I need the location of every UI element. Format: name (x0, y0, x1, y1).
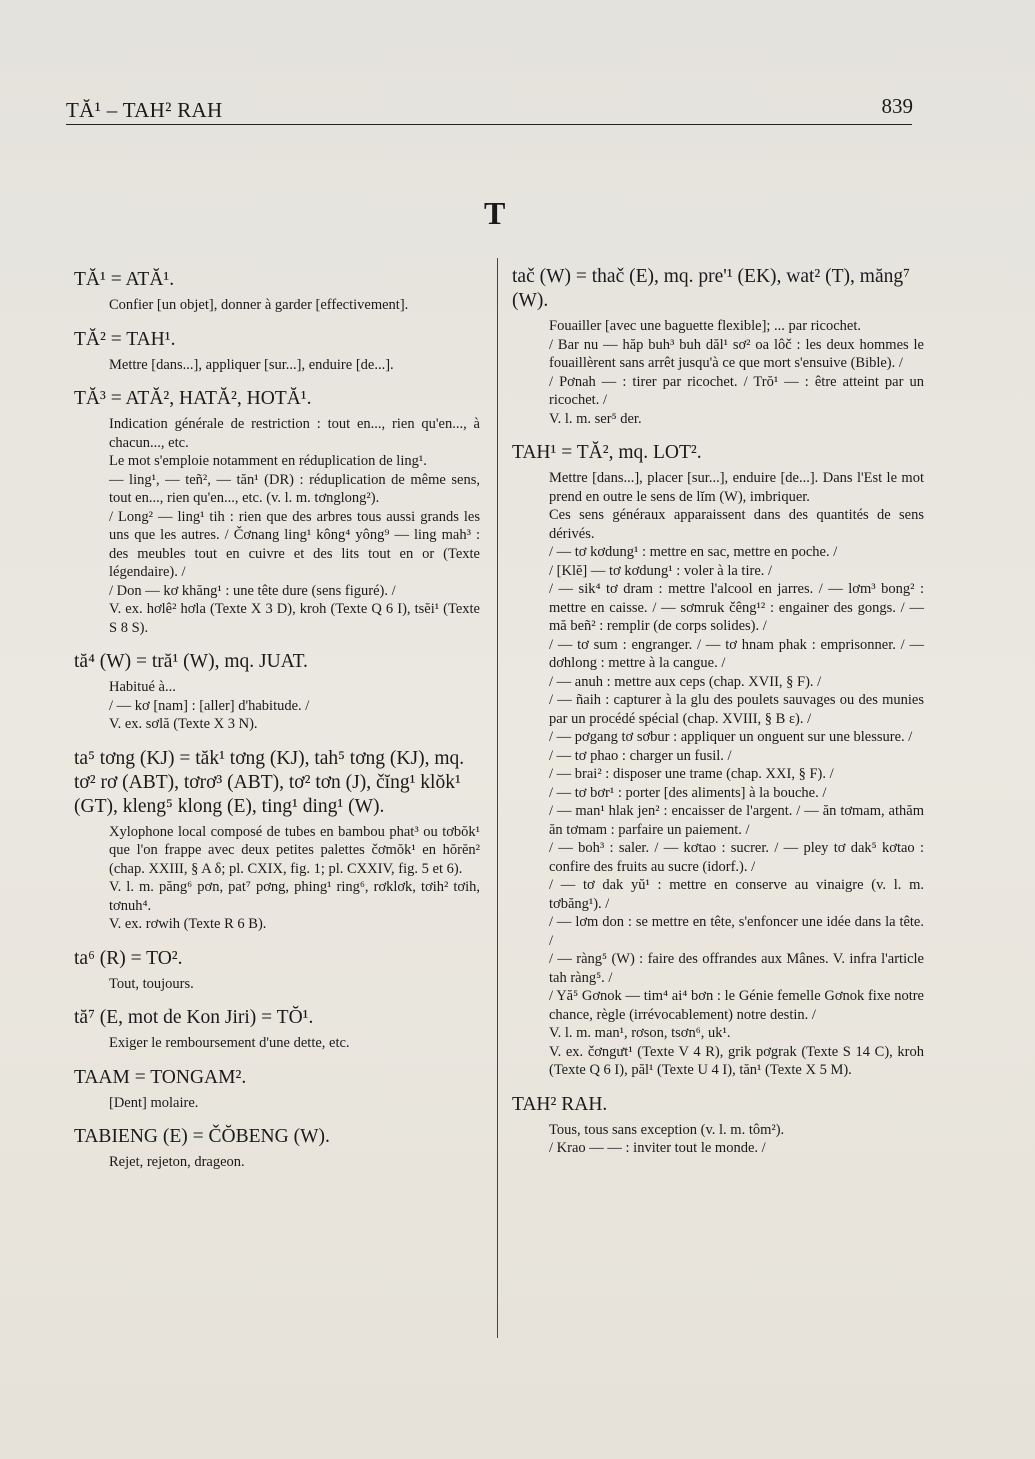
entry-definition (74, 296, 480, 315)
definition-line: Tout, toujours. (109, 975, 194, 992)
entry-headword: tă⁷ (E, mot de Kon Jiri) = TŎ¹. (74, 1007, 314, 1028)
entry-definition (74, 1153, 480, 1172)
definition-line: Rejet, rejeton, drageon. (109, 1154, 245, 1170)
entry-headword: tă⁴ (W) = tră¹ (W), mq. JUAT. (74, 651, 308, 672)
running-head: TĂ¹ – TAH² RAH (66, 98, 223, 122)
right-column (512, 265, 924, 1171)
definition-line: — ling¹, — teñ², — tăn¹ (DR) : réduplication de même sens, tout en..., rien qu'en..., etc. (v. l. m. tơnglong²). (109, 471, 480, 506)
dictionary-entry (512, 1093, 924, 1158)
dictionary-entry (74, 328, 480, 375)
entry-headword: TĂ³ = ATĂ², HATĂ², HOTĂ¹. (74, 388, 312, 409)
dictionary-entry (74, 1066, 480, 1113)
page-number: 839 (881, 94, 913, 118)
definition-line: Habitué à... (109, 679, 176, 695)
definition-line: Confier [un objet], donner à garder [effectivement]. (109, 297, 409, 313)
entry-headword: TĂ¹ = ATĂ¹. (74, 269, 175, 290)
definition-line: / Pơnah — : tirer par ricochet. / Trŏ¹ — : être atteint par un ricochet. / (549, 373, 924, 408)
definition-line: / — sik⁴ tơ dram : mettre l'alcool en jarres. / — lơm³ bong² : mettre en caisse. / — sơmruk čêng¹² : engainer des gongs. / — mă beñ² : remplir (de corps solides). / (549, 581, 924, 634)
definition-line: / — tơ kơdung¹ : mettre en sac, mettre en poche. / (549, 544, 838, 560)
definition-line: Ces sens généraux apparaissent dans des quantités de sens dérivés. (549, 507, 924, 542)
definition-line: Indication générale de restriction : tout en..., rien qu'en..., à chacun..., etc. (109, 416, 480, 451)
definition-line: V. ex. čơngưt¹ (Texte V 4 R), grik pơgrak (Texte S 14 C), kroh (Texte Q 6 I), păl¹ (Texte U 4 I), tăn¹ (Texte X 5 M). (549, 1043, 924, 1078)
definition-line: / — kơ [nam] : [aller] d'habitude. / (109, 697, 310, 714)
definition-line: / Yă⁵ Gơnok — tim⁴ ai⁴ bơn : le Génie femelle Gơnok fixe notre chance, règle (irrévocablement) notre destin. / (549, 988, 924, 1023)
entry-headword: TABIENG (E) = ČŎBENG (W). (74, 1126, 330, 1147)
column-divider (497, 258, 498, 1338)
dictionary-entry (74, 947, 480, 994)
definition-line: / — pơgang tơ sơbur : appliquer un onguent sur une blessure. / (549, 729, 913, 745)
definition-line: [Dent] molaire. (109, 1094, 199, 1111)
definition-line: Le mot s'emploie notamment en réduplication de ling¹. (109, 453, 427, 469)
section-letter: T (484, 195, 506, 231)
entry-definition (74, 1034, 480, 1053)
definition-line: V. l. m. ser⁵ der. (549, 410, 642, 427)
entry-definition (74, 975, 480, 994)
definition-line: / — tơ sum : engranger. / — tơ hnam phak : emprisonner. / — dơhlong : mettre à la cangue. / (549, 636, 924, 671)
entry-headword: TAAM = TONGAM². (74, 1066, 247, 1088)
definition-line: Mettre [dans...], appliquer [sur...], enduire [de...]. (109, 356, 394, 373)
definition-line: / Krao — — : inviter tout le monde. / (549, 1140, 766, 1156)
entry-definition (512, 469, 924, 1080)
dictionary-entry (74, 650, 480, 734)
entry-definition (512, 317, 924, 428)
entry-headword: ta⁵ tơng (KJ) = tăk¹ tơng (KJ), tah⁵ tơng (KJ), mq. tơ² rơ (ABT), tơrơ³ (ABT), tơ² tơn (J), čĭng¹ klŏk¹ (GT), kleng⁵ klong (E), ting¹ ding¹ (W). (74, 747, 465, 817)
definition-line: Exiger le remboursement d'une dette, etc. (109, 1035, 350, 1051)
entry-headword: TAH² RAH. (512, 1093, 608, 1115)
entry-headword: TĂ² = TAH¹. (74, 328, 176, 350)
definition-line: Fouailler [avec une baguette flexible]; ... par ricochet. (549, 318, 862, 334)
definition-line: / Long² — ling¹ tih : rien que des arbres tous aussi grands les uns que les autres. / Čơnang ling¹ kông⁴ yông⁹ — ling mah³ : des meubles tout en cuivre et des lits tout en or (Texte légendaire). / (109, 508, 480, 580)
definition-line: V. ex. hơlê² hơla (Texte X 3 D), kroh (Texte Q 6 I), tsĕi¹ (Texte S 8 S). (109, 601, 480, 636)
definition-line: / — ràng⁵ (W) : faire des offrandes aux Mânes. V. infra l'article tah ràng⁵. / (549, 951, 924, 986)
definition-line: Xylophone local composé de tubes en bambou phat³ ou tơbŏk¹ que l'on frappe avec deux petites palettes čơmŏk¹ en hŏrĕn² (chap. XXIII, § A δ; pl. CXIX, fig. 1; pl. CXXIV, fig. 5 et 6). (109, 823, 480, 877)
left-column (74, 268, 480, 1185)
dictionary-entry (74, 387, 480, 637)
header-rule (66, 124, 912, 125)
entry-definition (74, 678, 480, 734)
definition-line: / — tơ phao : charger un fusil. / (549, 747, 732, 764)
definition-line: / — boh³ : saler. / — kơtao : sucrer. / — pley tơ dak⁵ kơtao : confire des fruits au sucre (idorf.). / (549, 840, 924, 875)
definition-line: / — anuh : mettre aux ceps (chap. XVII, § F). / (549, 673, 822, 690)
entry-headword: TAH¹ = TĂ², mq. LOT². (512, 442, 702, 463)
definition-line: / — ñaih : capturer à la glu des poulets sauvages ou des munies par un procédé spécial (chap. XVIII, § B ε). / (549, 692, 924, 727)
dictionary-entry (512, 441, 924, 1080)
entry-definition (74, 415, 480, 637)
definition-line: / — tơ dak yŭ¹ : mettre en conserve au vinaigre (v. l. m. tơbăng¹). / (549, 877, 924, 912)
dictionary-entry (512, 265, 924, 428)
definition-line: / [Klĕ] — tơ kơdung¹ : voler à la tire. / (549, 562, 773, 579)
definition-line: V. l. m. păng⁶ pơn, pat⁷ pơng, phing¹ ring⁶, rơklơk, tơih² tơih, tơnuh⁴. (109, 879, 480, 914)
entry-headword: tač (W) = thač (E), mq. pre'¹ (EK), wat² (T), măng⁷ (W). (512, 266, 910, 311)
entry-definition (74, 356, 480, 375)
definition-line: V. ex. sơlă (Texte X 3 N). (109, 716, 258, 732)
entry-definition (74, 823, 480, 934)
entry-definition (74, 1094, 480, 1113)
definition-line: V. ex. rơwih (Texte R 6 B). (109, 916, 267, 932)
dictionary-entry (74, 1125, 480, 1172)
entry-definition (512, 1121, 924, 1158)
dictionary-entry (74, 747, 480, 934)
definition-line: Mettre [dans...], placer [sur...], enduire [de...]. Dans l'Est le mot prend en outre le sens de lĭm (W), imbriquer. (549, 470, 924, 505)
definition-line: Tous, tous sans exception (v. l. m. tôm²). (549, 1121, 785, 1138)
definition-line: / — man¹ hlak jen² : encaisser de l'argent. / — ăn tơmam, athăm ăn tơmam : parfaire un paiement. / (549, 803, 924, 838)
definition-line: / Don — kơ khăng¹ : une tête dure (sens figuré). / (109, 582, 396, 599)
entry-headword: ta⁶ (R) = TO². (74, 947, 183, 969)
definition-line: / — brai² : disposer une trame (chap. XXI, § F). / (549, 766, 834, 782)
definition-line: / — tơ bơr¹ : porter [des aliments] à la bouche. / (549, 784, 827, 801)
dictionary-entry (74, 268, 480, 315)
definition-line: / Bar nu — hăp buh³ buh dăl¹ sơ² oa lôč : les deux hommes le fouaillèrent sans arrêt jusqu'à ce que mort s'ensuive (Bible). / (549, 336, 924, 371)
definition-line: V. l. m. man¹, rơson, tsơn⁶, uk¹. (549, 1025, 731, 1041)
dictionary-entry (74, 1006, 480, 1053)
definition-line: / — lơm don : se mettre en tête, s'enfoncer une idée dans la tête. / (549, 914, 924, 949)
